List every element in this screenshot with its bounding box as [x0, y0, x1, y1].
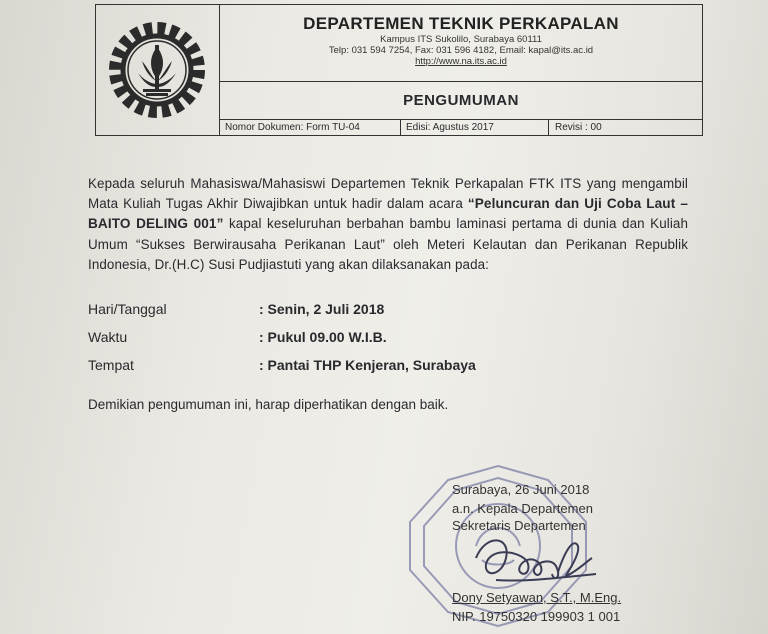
signatory-name: Dony Setyawan, S.T., M.Eng.: [452, 590, 622, 605]
detail-value: : Pukul 09.00 W.I.B.: [259, 329, 387, 345]
logo-cell: [96, 5, 220, 135]
detail-value: : Pantai THP Kenjeran, Surabaya: [259, 357, 476, 373]
org-contact: Telp: 031 594 7254, Fax: 031 596 4182, Email: kapal@its.ac.id: [328, 45, 594, 56]
doc-type-title: PENGUMUMAN: [220, 82, 702, 120]
doc-number: Nomor Dokumen: Form TU-04: [220, 120, 401, 135]
intro-text-2: kapal keseluruhan berbahan bambu laminasi pertama di dunia dan Kuliah Umum “Sukses Berwirausaha Perikanan Laut” oleh Meteri Kelautan dan Perikanan Republik Indonesia, Dr.(H.C) Susi Pudjiastuti yang akan dilaksanakan pada:: [88, 216, 689, 272]
org-website-link[interactable]: http://www.na.its.ac.id: [415, 56, 507, 67]
signature-role-2: Sekretaris Departemen: [452, 518, 586, 533]
doc-meta-row: [220, 120, 702, 135]
detail-label: Tempat: [88, 357, 134, 373]
signature-place-date: Surabaya, 26 Juni 2018: [452, 482, 590, 497]
signature-icon: [466, 528, 606, 588]
intro-text-1: Kepada seluruh Mahasiswa/Mahasiswi Departemen Teknik Perkapalan FTK ITS yang mengambil Mata Kuliah Tugas Akhir Diwajibkan untuk hadir dalam acara: [88, 176, 688, 212]
body-paragraph: [88, 174, 688, 275]
detail-value: : Senin, 2 Juli 2018: [259, 301, 385, 317]
org-info: [220, 5, 702, 82]
letterhead: [95, 4, 703, 136]
org-name: DEPARTEMEN TEKNIK PERKAPALAN: [303, 14, 619, 33]
signature-role-1: a.n. Kepala Departemen: [452, 501, 593, 516]
event-title: “Peluncuran dan Uji Coba Laut – BAITO DELING 001”: [88, 196, 688, 232]
closing-text: Demikian pengumuman ini, harap diperhatikan dengan baik.: [88, 397, 449, 412]
its-logo-icon: [102, 17, 212, 123]
detail-label: Waktu: [88, 329, 128, 345]
org-address: Kampus ITS Sukolilo, Surabaya 60111: [380, 34, 542, 45]
doc-revision: Revisi : 00: [555, 122, 602, 133]
detail-label: Hari/Tanggal: [88, 301, 167, 317]
signatory-nip: NIP. 19750320 199903 1 001: [452, 609, 621, 624]
doc-edition: Edisi: Agustus 2017: [401, 120, 549, 135]
